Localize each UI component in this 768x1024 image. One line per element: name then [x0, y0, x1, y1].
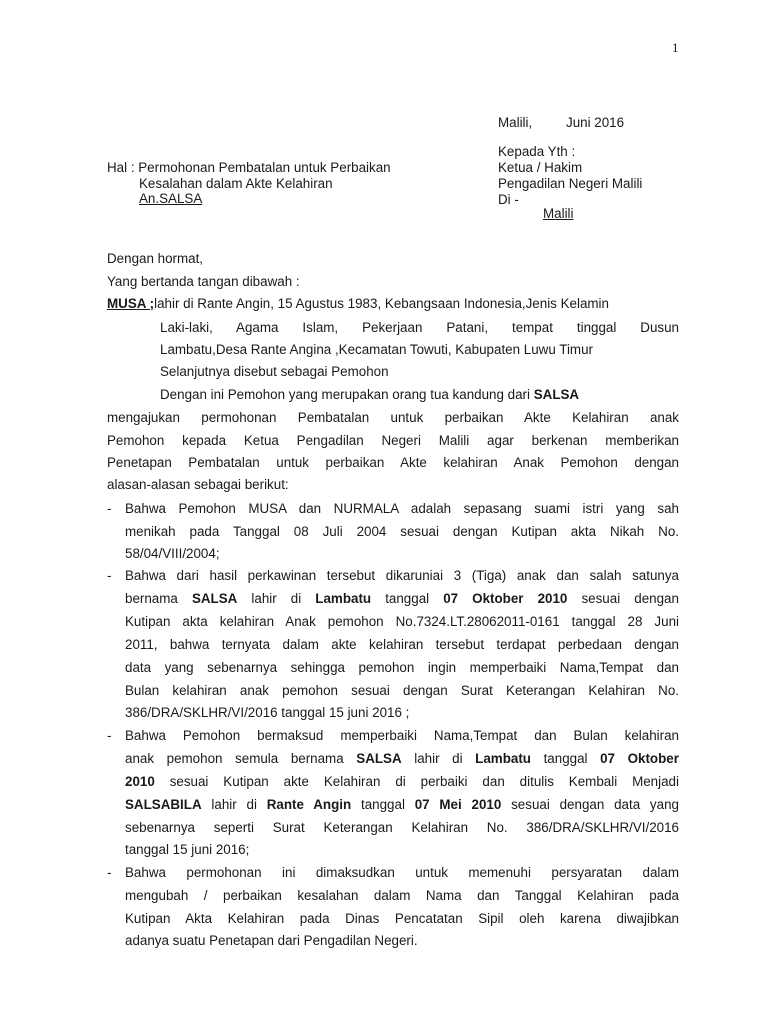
subject-line: Hal : Permohonan Pembatalan untuk Perbaikan	[107, 160, 391, 175]
list-line	[125, 797, 679, 812]
addressee-line: Kepada Yth :	[498, 144, 576, 159]
subject-line: Kesalahan dalam Akte Kelahiran	[139, 176, 333, 191]
list-text: lahir di	[211, 797, 257, 812]
new-birthplace: Rante Angin	[266, 797, 352, 812]
bullet-dash: -	[107, 728, 112, 743]
list-line: 2011, bahwa ternyata dalam akte kelahiran tersebut terdapat perbedaan dengan	[125, 637, 679, 652]
addressee-line: Di -	[498, 192, 519, 207]
body-line	[160, 387, 579, 402]
new-birth-date: 07 Mei 2010	[414, 797, 502, 812]
petitioner-line: Lambatu,Desa Rante Angina ,Kecamatan Towuti, Kabupaten Luwu Timur	[160, 342, 593, 357]
list-text: sesuai dengan	[581, 591, 679, 606]
list-text: lahir di	[251, 591, 302, 606]
signer-intro: Yang bertanda tangan dibawah :	[107, 274, 300, 289]
body-text: Dengan ini Pemohon yang merupakan orang tua kandung dari	[160, 387, 534, 402]
subject-name: An.SALSA	[139, 191, 203, 206]
petitioner-line: Laki-laki, Agama Islam, Pekerjaan Patani, tempat tinggal Dusun	[160, 320, 679, 335]
addressee-line: Pengadilan Negeri Malili	[498, 176, 643, 191]
birth-year: 2010	[125, 774, 155, 789]
bullet-dash: -	[107, 865, 112, 880]
petitioner-details: lahir di Rante Angin, 15 Agustus 1983, Kebangsaan Indonesia,Jenis Kelamin	[154, 296, 609, 311]
list-line: Bahwa dari hasil perkawinan tersebut dikaruniai 3 (Tiga) anak dan salah satunya	[125, 568, 679, 583]
child-name: SALSA	[191, 591, 238, 606]
list-text: anak pemohon semula bernama	[125, 751, 344, 766]
list-line: Bahwa Pemohon MUSA dan NURMALA adalah sepasang suami istri yang sah	[125, 501, 679, 516]
list-line: 386/DRA/SKLHR/VI/2016 tanggal 15 juni 2016 ;	[125, 705, 410, 720]
list-line: Bahwa permohonan ini dimaksudkan untuk memenuhi persyaratan dalam	[125, 865, 679, 880]
body-line: Pemohon kepada Ketua Pengadilan Negeri Malili agar berkenan memberikan	[107, 433, 679, 448]
list-line: data yang sebenarnya sehingga pemohon ingin memperbaiki Nama,Tempat dan	[125, 660, 679, 675]
list-text: bernama	[125, 591, 178, 606]
child-name: SALSA	[533, 387, 580, 402]
body-line: mengajukan permohonan Pembatalan untuk perbaikan Akte Kelahiran anak	[107, 410, 679, 425]
list-line: tanggal 15 juni 2016;	[125, 842, 250, 857]
list-text: sesuai Kutipan akte Kelahiran di perbaiki dan ditulis Kembali Menjadi	[169, 774, 679, 789]
addressee-line: Ketua / Hakim	[498, 160, 583, 175]
list-line	[125, 751, 679, 766]
list-line	[125, 774, 679, 789]
birth-date: 07 Oktober 2010	[443, 591, 568, 606]
list-line: mengubah / perbaikan kesalahan dalam Nama dan Tanggal Kelahiran pada	[125, 888, 679, 903]
addressee-city: Malili	[543, 206, 574, 221]
list-text: tanggal	[543, 751, 588, 766]
birthplace: Lambatu	[475, 751, 531, 766]
list-line: sebenarnya seperti Surat Keterangan Kelahiran No. 386/DRA/SKLHR/VI/2016	[125, 820, 679, 835]
list-line	[125, 591, 679, 606]
child-name: SALSA	[356, 751, 402, 766]
petitioner-line: Selanjutnya disebut sebagai Pemohon	[160, 364, 389, 379]
bullet-dash: -	[107, 568, 112, 583]
new-child-name: SALSABILA	[125, 797, 202, 812]
body-line: Penetapan Pembatalan untuk perbaikan Akte kelahiran Anak Pemohon dengan	[107, 455, 679, 470]
list-line: adanya suatu Penetapan dari Pengadilan Negeri.	[125, 933, 418, 948]
list-text: lahir di	[414, 751, 463, 766]
birth-date: 07 Oktober	[600, 751, 679, 766]
list-text: sesuai dengan data yang	[511, 797, 679, 812]
body-line: alasan-alasan sebagai berikut:	[107, 477, 289, 492]
list-line: Kutipan akta kelahiran Anak pemohon No.7324.LT.28062011-0161 tanggal 28 Juni	[125, 614, 679, 629]
date-place: Malili,	[498, 115, 533, 130]
greeting: Dengan hormat,	[107, 251, 204, 266]
list-text: tanggal	[360, 797, 405, 812]
list-line: menikah pada Tanggal 08 Juli 2004 sesuai dengan Kutipan akta Nikah No.	[125, 524, 679, 539]
list-line: Bahwa Pemohon bermaksud memperbaiki Nama,Tempat dan Bulan kelahiran	[125, 728, 679, 743]
bullet-dash: -	[107, 501, 112, 516]
list-line: 58/04/VIII/2004;	[125, 546, 220, 561]
list-line: Kutipan Akta Kelahiran pada Dinas Pencatatan Sipil oleh karena diwajibkan	[125, 911, 679, 926]
page-number: 1	[672, 40, 679, 55]
list-text: tanggal	[385, 591, 430, 606]
list-line: Bulan kelahiran anak pemohon sesuai dengan Surat Keterangan Kelahiran No.	[125, 683, 679, 698]
petitioner-name: MUSA ;	[107, 296, 155, 311]
petitioner-line	[107, 296, 609, 311]
date-value: Juni 2016	[566, 115, 625, 130]
birthplace: Lambatu	[315, 591, 372, 606]
